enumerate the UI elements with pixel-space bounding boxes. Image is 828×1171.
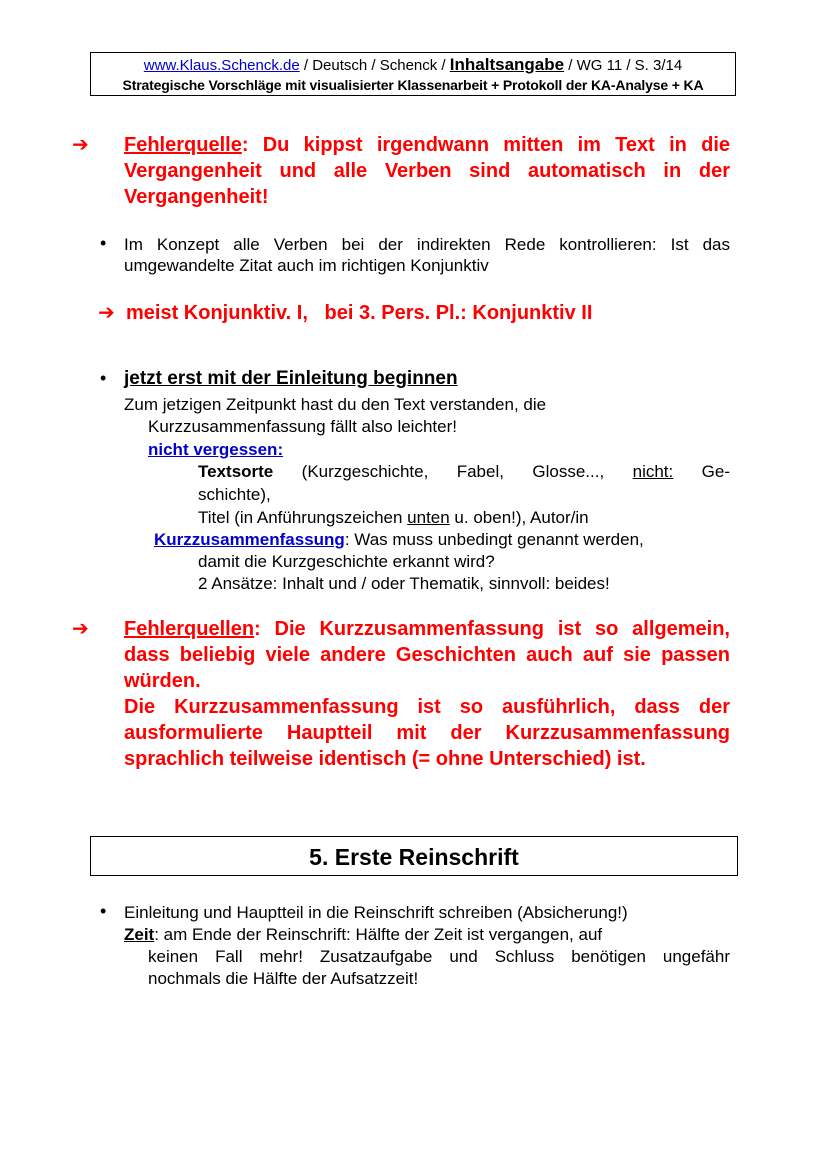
titel-line: Titel (in Anführungszeichen unten u. oben!), Autor/in xyxy=(198,508,589,527)
einleitung-heading: jetzt erst mit der Einleitung beginnen xyxy=(124,368,458,389)
textsorte-line: Textsorte (Kurzgeschichte, Fabel, Glosse..., nicht: Ge- xyxy=(198,462,731,481)
arrow-right-icon: ➔ xyxy=(98,302,115,324)
reinschrift-line-1: Einleitung und Hauptteil in die Reinschrift schreiben (Absicherung!) xyxy=(124,903,628,922)
error-source-label: Fehlerquelle xyxy=(124,134,242,156)
error-source-1 xyxy=(72,132,730,210)
konjunktiv-rule-text: meist Konjunktiv. I, bei 3. Pers. Pl.: Konjunktiv II xyxy=(126,302,593,324)
header-line xyxy=(91,56,735,75)
einleitung-line-2: Kurzzusammenfassung fällt also leichter! xyxy=(148,417,457,436)
textsorte-line-2: schichte), xyxy=(198,485,271,504)
error-source-text: : Du kippst irgendwann mitten im Text in die Vergangenheit und alle Verben sind automatisch in der Vergangenheit! xyxy=(124,134,730,208)
header-topic: Inhaltsangabe xyxy=(449,55,565,74)
kurz-label: Kurzzusammenfassung xyxy=(154,530,345,549)
page-header xyxy=(90,52,736,96)
error-source-2 xyxy=(72,616,730,772)
reminder-label: nicht vergessen: xyxy=(148,440,284,459)
bullet-icon: • xyxy=(100,233,107,253)
einleitung-line-1: Zum jetzigen Zeitpunkt hast du den Text verstanden, die xyxy=(124,395,547,414)
bullet-icon: • xyxy=(100,368,107,388)
reinschrift-line-3: keinen Fall mehr! Zusatzaufgabe und Schluss benötigen ungefähr xyxy=(148,947,730,966)
kurz-line: Kurzzusammenfassung: Was muss unbedingt genannt werden, xyxy=(154,530,644,549)
kurz-line-3: 2 Ansätze: Inhalt und / oder Thematik, sinnvoll: beides! xyxy=(198,574,610,593)
reinschrift-line-4: nochmals die Hälfte der Aufsatzzeit! xyxy=(148,969,419,988)
bullet-konzept: Im Konzept alle Verben bei der indirekten Rede kontrollieren: Ist das umgewandelte Zitat auch im richtigen Konjunktiv xyxy=(124,235,730,275)
arrow-right-icon: ➔ xyxy=(72,618,89,640)
site-link[interactable]: www.Klaus.Schenck.de xyxy=(143,57,300,74)
zeit-label: Zeit xyxy=(124,925,155,944)
section-heading: 5. Erste Reinschrift xyxy=(90,836,738,876)
zeit-line: Zeit: am Ende der Reinschrift: Hälfte der Zeit ist vergangen, auf xyxy=(124,925,603,944)
kurz-line-2: damit die Kurzgeschichte erkannt wird? xyxy=(198,552,495,571)
header-page-info: / WG 11 / S. 3/14 xyxy=(564,57,683,74)
error-sources-label: Fehlerquellen xyxy=(124,618,255,640)
header-subtitle: Strategische Vorschläge mit visualisierter Klassenarbeit + Protokoll der KA-Analyse + KA xyxy=(122,77,704,93)
arrow-right-icon: ➔ xyxy=(72,134,89,156)
error-sources-text: : Die Kurzzusammenfassung ist so allgemein, dass beliebig viele andere Geschichten auch auf sie passen würden. xyxy=(124,618,730,692)
error-sources-text-2: Die Kurzzusammenfassung ist so ausführlich, dass der ausformulierte Hauptteil mit der Kurzzusammenfassung sprachlich teilweise identisch (= ohne Unterschied) ist. xyxy=(124,696,730,770)
textsorte-label: Textsorte xyxy=(198,462,274,481)
header-path: / Deutsch / Schenck / xyxy=(299,57,450,74)
bullet-icon: • xyxy=(100,901,107,921)
konjunktiv-rule xyxy=(98,300,738,326)
